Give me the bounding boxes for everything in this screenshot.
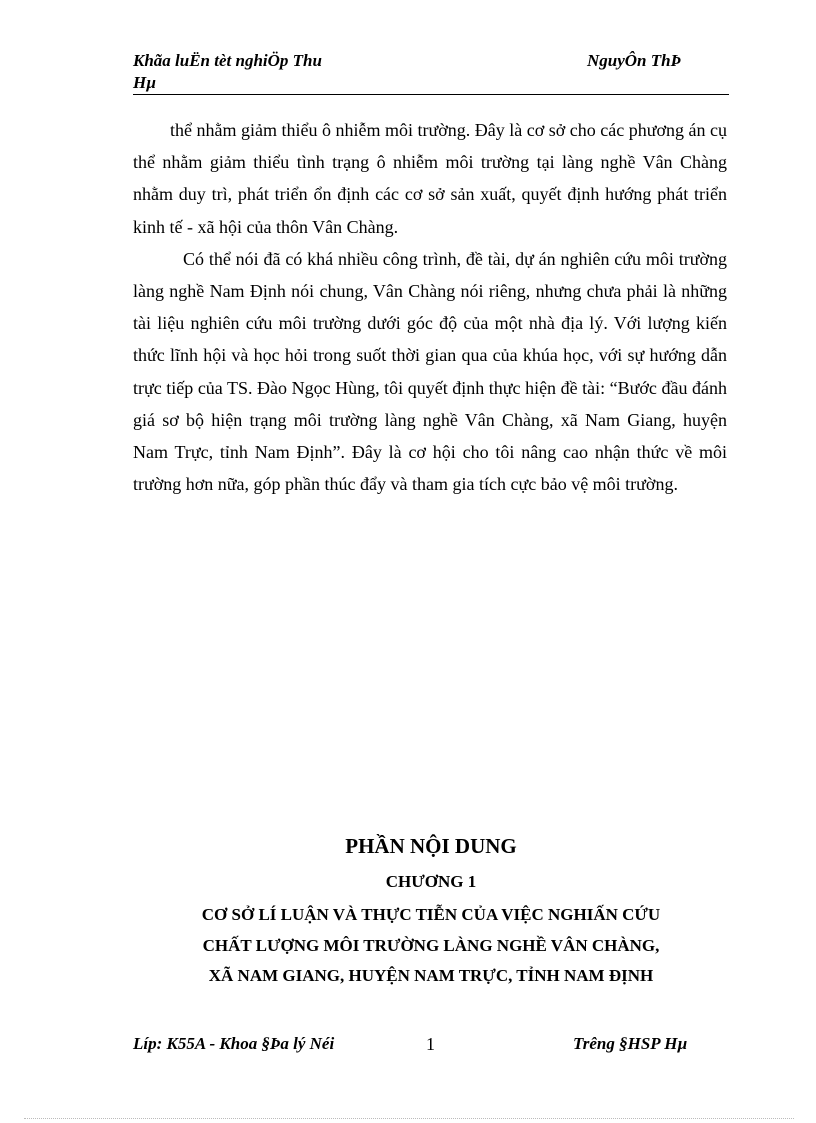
part-heading: PHẦN NỘI DUNG (345, 834, 517, 858)
paragraph: Có thể nói đã có khá nhiều công trình, đề tài, dự án nghiên cứu môi trường làng nghề Nam Định nói chung, Vân Chàng nói riêng, nhưng chưa phải là những tài liệu nghiên cứu môi trường dưới góc độ của một nhà địa lý. Với lượng kiến thức lĩnh hội và học hỏi trong suốt thời gian qua của khúa học, với sự hướng dẫn trực tiếp của TS. Đào Ngọc Hùng, tôi quyết định thực hiện đề tài: “Bước đầu đánh giá sơ bộ hiện trạng môi trường làng nghề Vân Chàng, xã Nam Giang, huyện Nam Trực, tỉnh Nam Định”. Đây là cơ hội cho tôi nâng cao nhận thức về môi trường hơn nữa, góp phần thúc đẩy và tham gia tích cực bảo vệ môi trường. (133, 248, 727, 495)
header-divider (133, 94, 729, 95)
chapter-title-line: XÃ NAM GIANG, HUYỆN NAM TRỰC, TỈNH NAM ĐỊNH (208, 966, 654, 985)
page-bottom-border (24, 1118, 794, 1119)
chapter-title-line: CHẤT LƯỢNG MÔI TRƯỜNG LÀNG NGHỀ VÂN CHÀNG, (202, 935, 660, 955)
header-right-text: NguyÔn ThÞ (587, 51, 681, 70)
paragraph: thể nhằm giảm thiểu ô nhiễm môi trường. Đây là cơ sở cho các phương án cụ thể nhằm giảm thiểu tình trạng ô nhiễm môi trường tại làng nghề Vân Chàng nhằm duy trì, phát triển ổn định các cơ sở sản xuất, quyết định hướng phát triển kinh tế - xã hội của thôn Vân Chàng. (133, 120, 727, 237)
page-number: 1 (426, 1034, 435, 1054)
header-left-text: Khãa luËn tèt nghiÖp Thu Hµ (133, 51, 322, 92)
footer-left-text: Líp: K55A - Khoa §Þa lý Néi (133, 1034, 335, 1053)
chapter-heading: CHƯƠNG 1 (385, 872, 477, 891)
chapter-title-line: CƠ SỞ LÍ LUẬN VÀ THỰC TIỄN CỦA VIỆC NGHIẤN CỨU (201, 905, 661, 924)
chapter-title (133, 900, 729, 992)
body-text (133, 114, 727, 500)
footer-right-text: Trêng §HSP Hµ (573, 1034, 688, 1053)
